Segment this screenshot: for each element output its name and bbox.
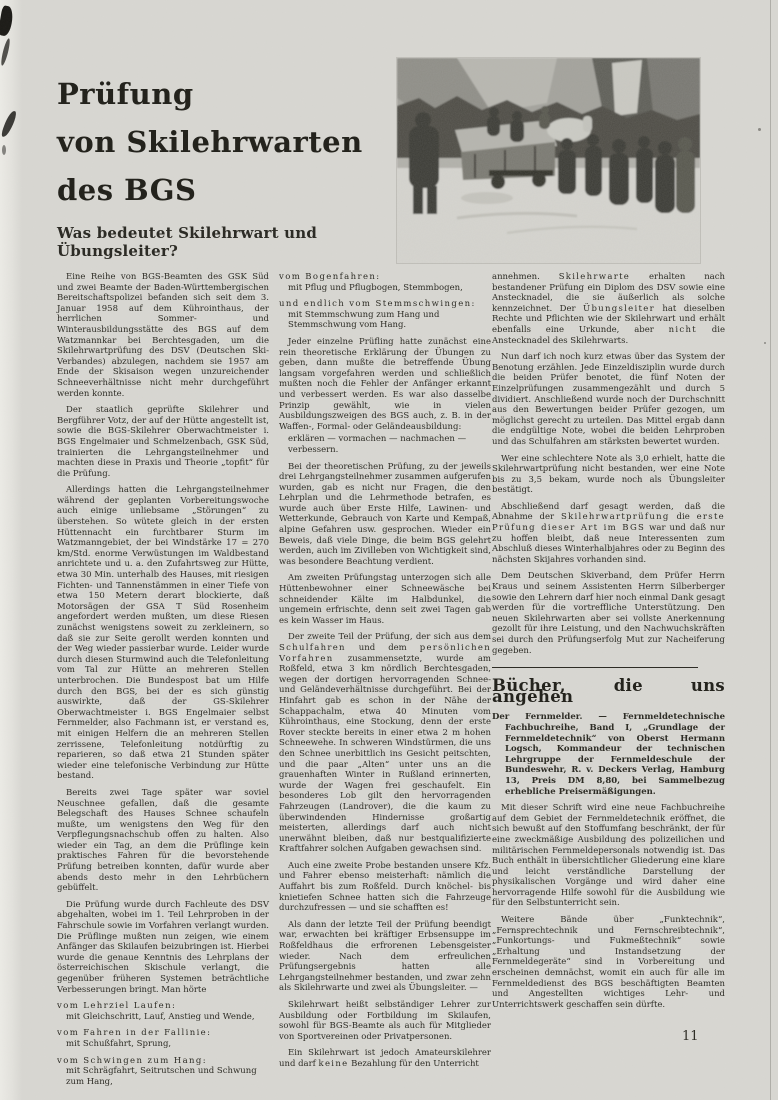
article-title-line: von Skilehrwarten: [57, 125, 363, 159]
text-run: Eine Reihe von BGS-Beamten des GSK Süd und zwei Beamte der Baden-Württembergischen Bereitschaftspolizei befanden sich seit dem 3. Januar 1958 auf dem Kührointhaus, der herrlichen Sommer- und Winterausbildungsstätte des BGS auf dem Watzmannkar bei Berchtesgaden, um die Skilehrwartprüfung des DSV (Deutschen Ski-Verbandes) abzulegen, nachdem sie 1957 am Ende der Skisaison wegen unzureichender Schneeverhältnisse nicht mehr durchgeführt werden konnte.: [57, 272, 269, 399]
text-run: Der Fernmelder. — Fernmeldetechnische Fachbuchreihe, Band I, „Grundlage der Fernmeldetechnik“ von Oberst Hermann Logsch, Kommandeur der technischen Lehrgruppe der Fernmeldeschule der Bundeswehr, R. v. Deckers Verlag, Hamburg 13, Preis DM 8,80, bei Sammelbezug erhebliche Preisermäßigungen.: [492, 712, 725, 797]
emphasized-text-run: Skilehrwarte: [558, 272, 631, 282]
paragraph: [57, 405, 269, 479]
paragraph: [57, 272, 269, 399]
section-divider: [492, 667, 698, 668]
text-run: hat dieselben Rechte und Pflichten wie der Skilehrwart und erhält ebenfalls eine Urkunde, aber: [492, 303, 726, 335]
book-reference: [492, 712, 725, 797]
dust-speck: [764, 342, 766, 344]
text-run: Bei der theoretischen Prüfung, zu der jeweils drei Lehrgangsteilnehmer zusammen aufgerufen wurden, gab es nicht nur Fragen, die den Lehrplan und die Lehrmethode betrafen, es wurde auch über Erste Hilfe, Lawinen- und Wetterkunde, Gebrauch von Karte und Kempaß, alpine Gefahren usw. gesprochen. Wieder ein Beweis, daß viele Dinge, die beim BGS gelehrt werden, auch im Zivilleben von Wichtigkeit sind, was besondere Beachtung verdient.: [279, 461, 491, 567]
books-section-heading: Bücher, die uns angehen: [492, 676, 725, 706]
paragraph: [492, 571, 725, 656]
training-list-item-body: mit Gleichschritt, Lauf, Anstieg und Wende,: [66, 1011, 255, 1022]
dust-speck: [758, 128, 761, 131]
page-edge-line: [770, 0, 771, 1100]
text-run: Jeder einzelne Prüfling hatte zunächst eine rein theoretische Erklärung der Übungen zu geben, dann mußte die betreffende Übung langsam vorgefahren werden und schließlich mußten noch die Fehler der Anfänger erkannt und verbessert werden. Es war also dasselbe Prinzip gewählt, wie in vielen Ausbildungszweigen des BGS auch, z. B. in der Waffen-, Formal- oder Geländeausbildung:: [279, 336, 491, 432]
emphasized-text-run: Schulfahren: [279, 643, 346, 653]
paragraph: [279, 632, 491, 854]
text-run: und dem: [345, 643, 420, 653]
text-run: Am zweiten Prüfungstag unterzogen sich alle Hüttenbewohner einer Schneewäsche bei schneidender Kälte im Halbdunkel, die ungemein erfrischte, denn seit zwei Tagen gab es kein Wasser im Haus.: [279, 573, 491, 626]
text-run: Wer eine schlechtere Note als 3,0 erhielt, hatte die Skilehrwartprüfung nicht bestanden, wer eine Note bis zu 3,5 bekam, wurde noch als Übungsleiter bestätigt.: [492, 453, 725, 496]
paragraph: [279, 1048, 491, 1069]
paragraph: [279, 861, 491, 914]
text-run: Ein Skilehrwart ist jedoch Amateurskilehrer und darf: [279, 1048, 491, 1069]
text-run: die Anstecknadel des Skilehrwarts.: [492, 324, 725, 346]
paragraph: [279, 337, 491, 432]
training-list-item-body: mit Pflug und Pflugbogen, Stemmbogen,: [288, 282, 463, 293]
paragraph: [279, 920, 491, 994]
text-run: war und daß nur zu hoffen bleibt, daß neue Interessenten zum Abschluß dieses Winterhalbjahres oder zu Beginn des nächsten Skijahres vorhanden sind.: [492, 523, 725, 565]
text-run: zusammensetzte, wurde am Roßfeld, etwa 3 km nördlich Berchtesgaden, wegen der dortigen hervorragenden Schnee- und Geländeverhältnisse durchgeführt. Bei der Hinfahrt gab es schon in der Nähe der Schappachalm, etwa 40 Minuten vom Kührointhaus, eine Stockung, denn der erste Rover steckte bereits in einer etwa 2 m hohen Schneewehe. In schweren Windstürmen, die uns den Schnee unerbittlich ins Gesicht peitschten, und die paar „Alten“ unter uns an die grauenhaften Winter in Rußland erinnerten, wurde der Wagen frei geschaufelt. Ein besonderes Lob gilt den hervorragenden Fahrzeugen (Landrover), die die kaum zu überwindenden Hindernisse großartig meisterten, allerdings darf auch nicht unerwähnt bleiben, daß nur bestqualifizierte Kraftfahrer solchen Aufgaben gewachsen sind.: [279, 653, 491, 855]
emphasized-text-run: nicht: [668, 324, 697, 335]
paragraph: [492, 272, 725, 346]
text-run: annehmen.: [492, 272, 559, 282]
training-list-item-head: vom Lehrziel Laufen:: [57, 1001, 177, 1012]
text-run: die: [669, 512, 697, 523]
emphasized-text-run: keine: [318, 1058, 349, 1069]
ink-blot: [2, 145, 6, 155]
training-list-item: [279, 299, 491, 331]
paragraph: [492, 352, 725, 447]
text-run: Bereits zwei Tage später war soviel Neuschnee gefallen, daß die gesamte Belegschaft des Hauses Schnee schaufeln mußte, um wenigstens den Weg für den Verpflegungsnachschub offen zu halten. Also wieder ein Tag, an dem die Prüflinge kein praktisches Fahren für die bevorstehende Prüfung betreiben konnten, dafür wurde aber abends desto mehr in den Lehrbüchern gebüffelt.: [57, 787, 269, 894]
paragraph: [279, 434, 491, 455]
text-run: Nun darf ich noch kurz etwas über das System der Benotung erzählen. Jede Einzeldisziplin wurde durch die beiden Prüfer benotet, die fünf Noten der Einzelprüfungen zusammengezählt und durch 5 dividiert. Anschließend wurde noch der Durchschnitt aus den Bewertungen beider Prüfer gezogen, um möglichst gerecht zu urteilen. Das Mittel ergab dann die endgültige Note, wobei die beiden Lehrproben und das Schulfahren am stärksten bewertet wurden.: [492, 352, 725, 447]
text-run: Als dann der letzte Teil der Prüfung beendigt war, erwachten bei kräftiger Erbsensuppe im Roßfeldhaus die erfrorenen Lebensgeister wieder. Nach dem erfreulichen Prüfungsergebnis hatten alle Lehrgangsteilnehmer bestanden, und zwar zehn als Skilehrwarte und zwei als Übungsleiter. —: [279, 919, 491, 994]
paragraph: [57, 900, 269, 995]
paragraph: [57, 788, 269, 894]
training-list-item: [57, 1028, 269, 1049]
emphasized-text-run: erste Prüfung dieser Art im BGS: [492, 512, 725, 534]
text-run: erklären — vormachen — nachmachen — verbessern.: [288, 434, 467, 455]
text-run: Skilehrwart heißt selbständiger Lehrer zur Ausbildung oder Fortbildung im Skilaufen, sowohl für BGS-Beamte als auch für Mitglieder von Sportvereinen oder Privatpersonen.: [279, 1000, 491, 1042]
emphasized-text-run: Übungsleiter: [583, 303, 655, 314]
training-list-item-head: vom Fahren in der Fallinie:: [57, 1028, 212, 1039]
article-photo: [397, 58, 700, 263]
paragraph: [492, 502, 725, 566]
article-subtitle: Was bedeutet Skilehrwart und Übungsleiter?: [57, 224, 318, 260]
article-title-line: des BGS: [57, 173, 197, 207]
text-run: Dem Deutschen Skiverband, dem Prüfer Herrn Kraus und seinem Assistenten Herrn Silberberger sowie den Lehrern darf hier noch einmal Dank gesagt werden für die vortreffliche Unterstützung. Den neuen Skilehrwarten aber sei vollste Anerkennung gezollt für ihre Leistung, und den Nachwuchskräften sei durch den Prüfungserfolg Mut zur Nacheiferung gegeben.: [492, 571, 726, 656]
text-column-1: [57, 272, 269, 1093]
text-run: Der zweite Teil der Prüfung, der sich aus dem: [288, 632, 491, 643]
training-list-item-head: und endlich vom Stemmschwingen:: [279, 299, 476, 310]
text-run: Bezahlung für den Unterricht: [348, 1058, 479, 1069]
text-run: Weitere Bände über „Funktechnik“, „Fernsprechtechnik und Fernschreibtechnik“, „Funkortungs- und Fukmeßtechnik“ sowie „Erhaltung und Instandsetzung der Fernmeldegeräte“ sind in Vorbereitung und erscheinen demnächst, womit ein auch für alle im Fernmeldedienst des BGS beschäftigten Beamten und Angestellten wichtiges Lehr- und Unterrichtswerk geschaffen sein dürfte.: [492, 915, 725, 1010]
training-list-item-head: vom Schwingen zum Hang:: [57, 1055, 208, 1066]
page-number: 11: [682, 1029, 699, 1044]
training-list-item-head: vom Bogenfahren:: [279, 272, 381, 282]
training-list-item: [57, 1056, 269, 1088]
training-list-item-body: mit Schrägfahrt, Seitrutschen und Schwung zum Hang,: [66, 1066, 257, 1087]
training-list-item: [57, 1001, 269, 1022]
text-run: erhalten nach bestandener Prüfung ein Diplom des DSV sowie eine Anstecknadel, die sie äußerlich als solche kennzeichnet. Der: [492, 272, 725, 314]
paragraph: [492, 915, 725, 1010]
paragraph: [279, 1000, 491, 1042]
text-run: Allerdings hatten die Lehrgangsteilnehmer während der geplanten Vorbereitungswoche auch einige unliebsame „Störungen“ zu überstehen. So wütete gleich in der ersten Hüttennacht ein furchtbarer Sturm im Watzmanngebiet, der bei Windstärke 17 = 270 km/Std. enorme Verwüstungen im Waldbestand anrichtete und u. a. den Zufahrtsweg zur Hütte, etwa 30 Min. unterhalb des Hauses, mit riesigen Fichten- und Tannenstämmen in einer Tiefe von etwa 150 Metern derart blockierte, daß Motorsägen der GSA T Süd Rosenheim angefordert werden mußten, um diese Riesen zunächst wenigstens soweit zu zerkleinern, so daß sie zur Seite gerollt werden konnten und der Weg wieder passierbar wurde. Leider wurde durch diesen Sturmwind auch die Telefonleitung vom Tal zur Hütte an mehreren Stellen unterbrochen. Die Bundespost bat um Hilfe durch den BGS, bei der es sich günstig auswirkte, daß der GS-Skilehrer Oberwachtmeister i. BGS Engelmaier selbst Fernmelder, also Fachmann ist, er verstand es, mit einigen Helfern die an mehreren Stellen zerrissene, Telefonleitung notdürftig zu reparieren, so daß etwa 21 Stunden später wieder eine telefonische Verbindung zur Hütte bestand.: [57, 485, 269, 782]
training-list-item: [279, 272, 491, 293]
text-run: Auch eine zweite Probe bestanden unsere Kfz. und Fahrer ebenso meisterhaft: nämlich die Auffahrt bis zum Roßfeld. Durch knöchel- bis knietiefen Schnee hatten sich die Fahrzeuge durchzufressen — und sie schafften es!: [279, 860, 491, 914]
paragraph: [279, 573, 491, 626]
text-run: Mit dieser Schrift wird eine neue Fachbuchreihe auf dem Gebiet der Fernmeldetechnik eröffnet, die sich bewußt auf den Stoffumfang beschränkt, der für eine zweckmäßige Ausbildung des polizeilichen und militärischen Fernmeldepersonals notwendig ist. Das Buch enthält in übersichtlicher Gliederung eine klare und leicht verständliche Darstellung der physikalischen Vorgänge und wird daher eine hervorragende Hilfe sowohl für die Ausbildung wie für den Selbstunterricht sein.: [492, 803, 725, 909]
paragraph: [57, 485, 269, 782]
text-column-3: [492, 272, 725, 1016]
text-run: Die Prüfung wurde durch Fachleute des DSV abgehalten, wobei im 1. Teil Lehrproben in der Fahrschule sowie im Vorfahren verlangt wurden. Die Prüflinge mußten nun zeigen, wie einem Anfänger das Skilaufen beizubringen ist. Hierbei wurde die genaue Kenntnis des Lehrplans der österreichischen Skischule verlangt, die gegenüber früheren Systemen beträchtliche Verbesserungen bringt. Man hörte: [57, 899, 269, 995]
paragraph: [492, 803, 725, 909]
emphasized-text-run: Skilehrwartprüfung: [560, 512, 670, 523]
article-title-line: Prüfung: [57, 77, 194, 111]
paragraph: [279, 462, 491, 568]
paragraph: [492, 454, 725, 496]
text-run: Der staatlich geprüfte Skilehrer und Bergführer Votz, der auf der Hütte angestellt ist, sowie die BGS-Skilehrer Oberwachtmeister i. BGS Engelmaier und Schmelzenbach, GSK Süd, trainierten die Lehrgangsteilnehmer und machten diese in Praxis und Theorie „topfit“ für die Prüfung.: [57, 405, 269, 479]
text-run: Abschließend darf gesagt werden, daß die Abnahme der: [492, 501, 725, 523]
text-column-2: [279, 272, 491, 1076]
emphasized-text-run: persönlichen Vorfahren: [279, 643, 491, 664]
article-title: [57, 70, 397, 214]
training-list-item-body: mit Schußfahrt, Sprung,: [66, 1038, 172, 1049]
training-list-item-body: mit Stemmschwung zum Hang und Stemmschwung vom Hang.: [288, 309, 440, 331]
scan-edge-strip: [0, 0, 22, 1100]
winter-group-photo: [397, 58, 700, 263]
